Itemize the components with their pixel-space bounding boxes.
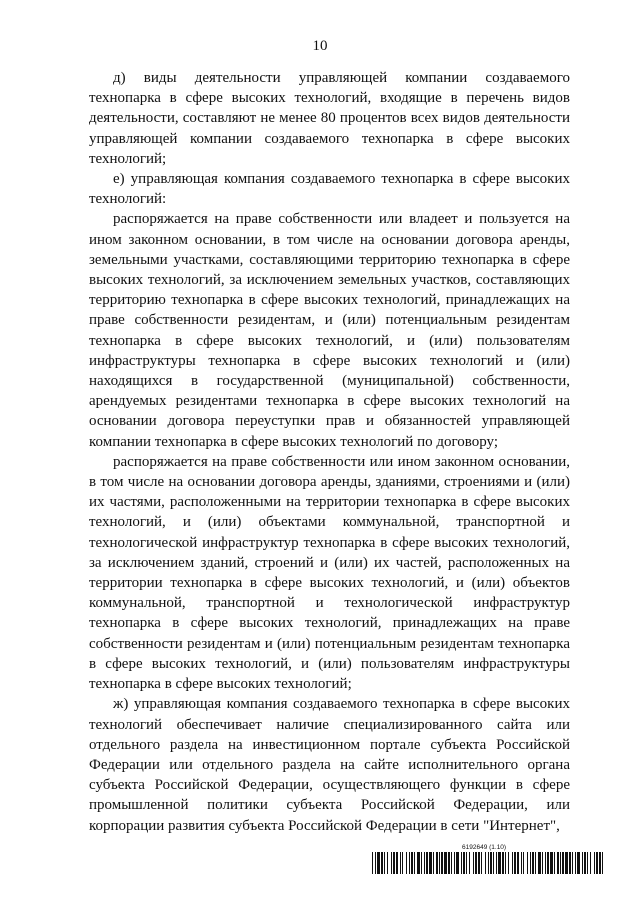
barcode-code: 6192649 (1.10)	[462, 844, 507, 851]
barcode-icon	[372, 852, 604, 874]
paragraph-item-d: д) виды деятельности управляющей компании создаваемого технопарка в сфере высоких технологий, входящие в перечень видов деятельности, составляют не менее 80 процентов всех видов деятельности управляющей компании создаваемого технопарка в сфере высоких технологий;	[89, 70, 570, 167]
paragraph-item-zh: ж) управляющая компания создаваемого технопарка в сфере высоких технологий обеспечивает наличие специализированного сайта или отдельного раздела на инвестиционном портале субъекта Российской Федерации или отдельного раздела на сайте исполнительного органа субъекта Российской Федерации, осуществляющего функции в сфере промышленной политики субъекта Российской Федерации, или корпорации развития субъекта Российской Федерации в сети "Интернет",	[89, 696, 570, 834]
page-number: 10	[312, 38, 328, 54]
paragraph-item-e: е) управляющая компания создаваемого технопарка в сфере высоких технологий:	[89, 171, 570, 208]
paragraph-land-plots: распоряжается на праве собственности или владеет и пользуется на ином законном основании, в том числе на основании договора аренды, земельными участками, составляющими территорию технопарка в сфере высоких технологий, за исключением земельных участков, составляющих территорию технопарка в сфере высоких технологий, принадлежащих на праве собственности резидентам, и (или) потенциальным резидентам технопарка в сфере высоких технологий, и (или) пользователям инфраструктуры технопарка в сфере высоких технологий и (или) находящихся в государственной (муниципальной) собственности, арендуемых резидентами технопарка в сфере высоких технологий на основании договора переуступки прав и обязанностей управляющей компании технопарка в сфере высоких технологий по договору;	[89, 211, 570, 450]
document-body	[89, 68, 570, 836]
paragraph-buildings: распоряжается на праве собственности или ином законном основании, в том числе на основании договора аренды, зданиями, строениями и (или) их частями, расположенными на территории технопарка в сфере высоких технологий, и (или) объектами коммунальной, транспортной и технологической инфраструктур технопарка в сфере высоких технологий, за исключением зданий, строений и (или) их частей, расположенных на территории технопарка в сфере высоких технологий, и (или) объектов коммунальной, транспортной и технологической инфраструктур технопарка в сфере высоких технологий, принадлежащих на праве собственности резидентам и (или) потенциальным резидентам технопарка в сфере высоких технологий, и (или) пользователям инфраструктуры технопарка в сфере высоких технологий;	[89, 453, 570, 693]
